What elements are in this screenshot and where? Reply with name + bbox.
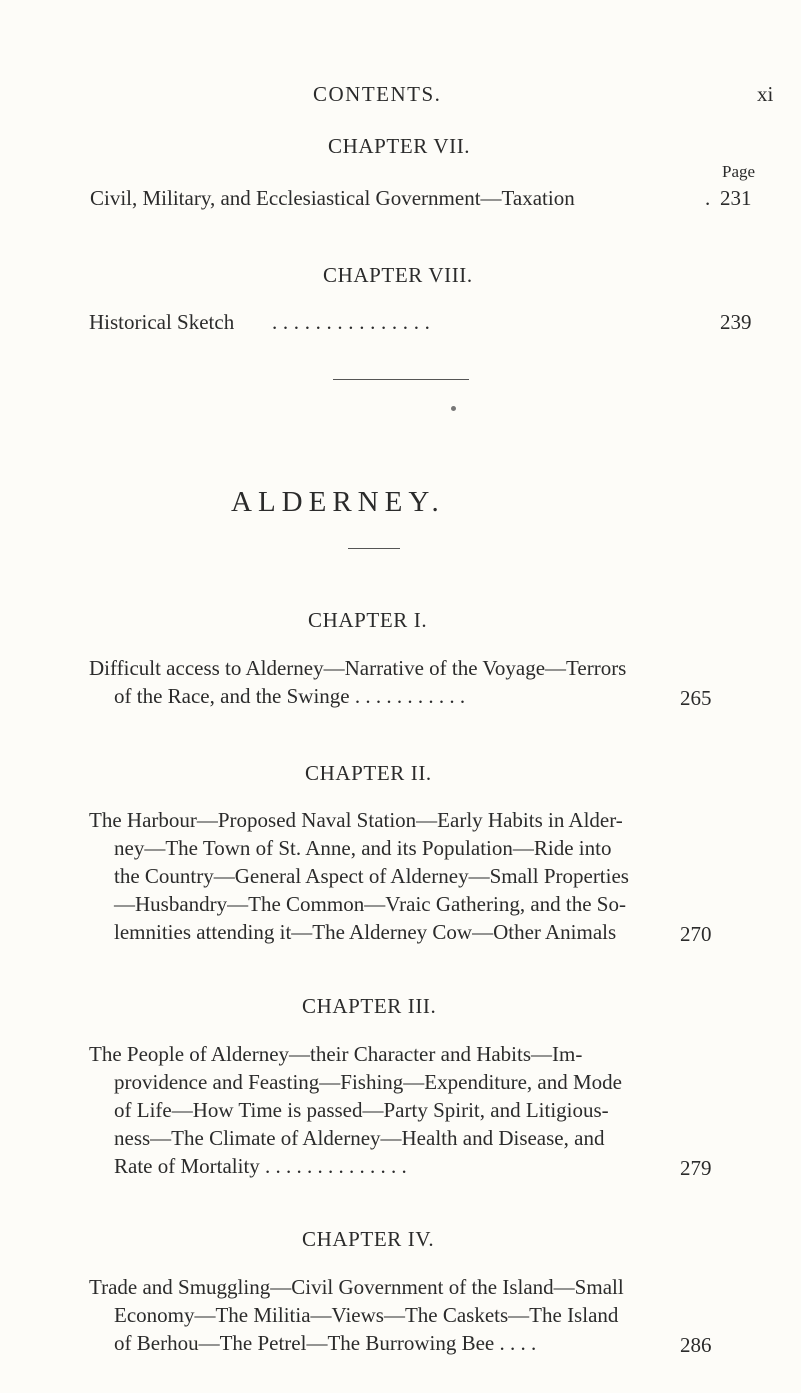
toc-entry-text: Civil, Military, and Ecclesiastical Government—Taxation (90, 186, 575, 210)
toc-leader: . . . . . . . . . . . . . . . (272, 310, 431, 334)
toc-entry-line: Difficult access to Alderney—Narrative of the Voyage—Terrors (89, 656, 627, 680)
toc-page-number[interactable]: 279 (680, 1156, 712, 1180)
toc-entry-line: lemnities attending it—The Alderney Cow—Other Animals (114, 920, 617, 944)
toc-page-number[interactable]: 239 (720, 310, 752, 334)
chapter-heading-vii: CHAPTER VII. (328, 134, 471, 158)
ornament-dot (451, 406, 456, 411)
chapter-heading-viii: CHAPTER VIII. (323, 263, 473, 287)
toc-entry-line: of Life—How Time is passed—Party Spirit, and Litigious- (114, 1098, 609, 1122)
toc-entry-line: the Country—General Aspect of Alderney—Small Properties (114, 864, 629, 888)
toc-entry-line: —Husbandry—The Common—Vraic Gathering, and the So- (114, 892, 626, 916)
toc-entry-line: The Harbour—Proposed Naval Station—Early Habits in Alder- (89, 808, 623, 832)
toc-entry-line: Trade and Smuggling—Civil Government of the Island—Small (89, 1275, 624, 1299)
toc-entry-line: of Berhou—The Petrel—The Burrowing Bee . . . . (114, 1331, 537, 1355)
page-column-label: Page (722, 162, 756, 181)
section-divider (333, 379, 469, 380)
toc-entry-text: Historical Sketch (89, 310, 235, 334)
toc-page-number[interactable]: 231 (720, 186, 752, 210)
toc-page-number[interactable]: 286 (680, 1333, 712, 1357)
toc-entry-line: The People of Alderney—their Character and Habits—Im- (89, 1042, 583, 1066)
title-underline (348, 548, 400, 549)
toc-entry-line: Rate of Mortality . . . . . . . . . . . . . . (114, 1154, 407, 1178)
toc-page-number[interactable]: 270 (680, 922, 712, 946)
toc-entry-line: ness—The Climate of Alderney—Health and Disease, and (114, 1126, 605, 1150)
toc-entry-line: of the Race, and the Swinge . . . . . . . . . . . (114, 684, 466, 708)
toc-entry-line: Economy—The Militia—Views—The Caskets—The Island (114, 1303, 619, 1327)
chapter-heading-iv: CHAPTER IV. (302, 1227, 435, 1251)
toc-entry-line: ney—The Town of St. Anne, and its Population—Ride into (114, 836, 612, 860)
section-title: ALDERNEY. (231, 486, 445, 518)
chapter-heading-i: CHAPTER I. (308, 608, 428, 632)
chapter-heading-iii: CHAPTER III. (302, 994, 437, 1018)
running-title: CONTENTS. (313, 82, 442, 106)
toc-page-number[interactable]: 265 (680, 686, 712, 710)
toc-entry-line: providence and Feasting—Fishing—Expenditure, and Mode (114, 1070, 622, 1094)
page-number: xi (757, 82, 774, 106)
chapter-heading-ii: CHAPTER II. (305, 761, 432, 785)
toc-leader: . (705, 186, 711, 210)
